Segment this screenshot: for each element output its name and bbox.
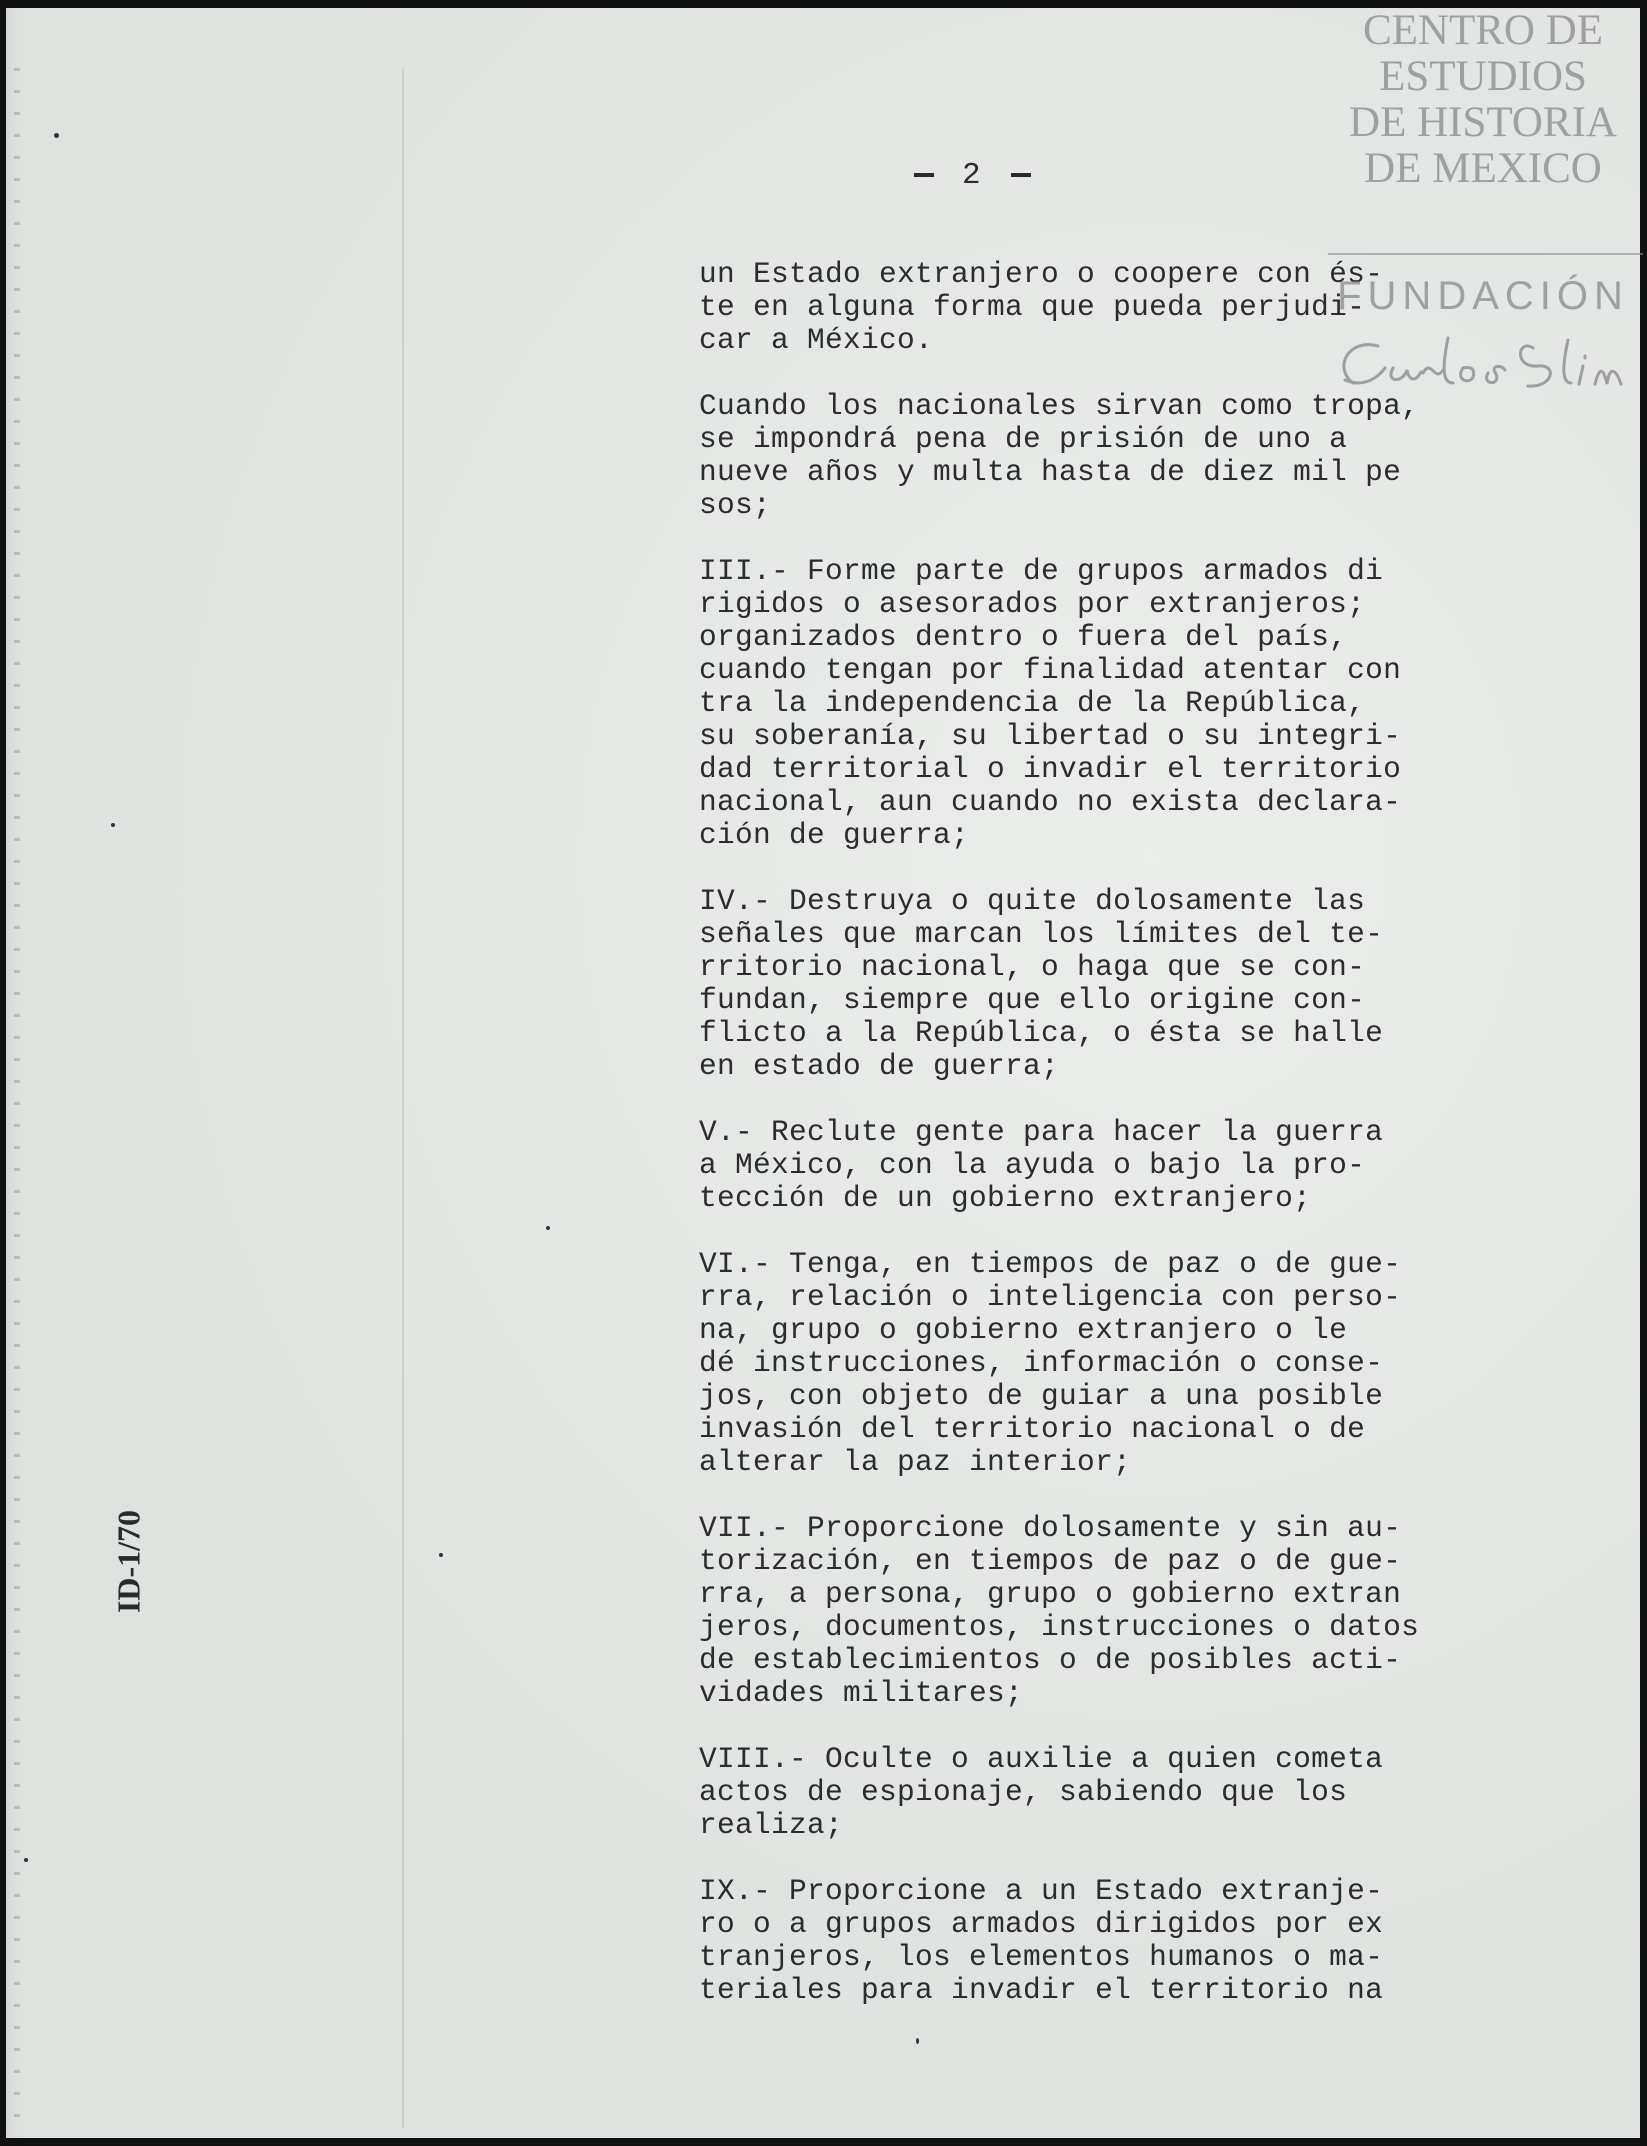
page-number-dash-left	[914, 173, 934, 177]
text-line: de establecimientos o de posibles acti-	[699, 1643, 1402, 1677]
text-line: VIII.- Oculte o auxilie a quien cometa	[699, 1742, 1384, 1776]
text-line: VII.- Proporcione dolosamente y sin au-	[699, 1511, 1402, 1545]
text-line: a México, con la ayuda o bajo la pro-	[699, 1148, 1366, 1182]
paragraph-item-iii	[699, 555, 1499, 852]
watermark-line: DE MEXICO	[1364, 145, 1602, 192]
text-line: rritorio nacional, o haga que se con-	[699, 950, 1366, 984]
text-line: Cuando los nacionales sirvan como tropa,	[699, 389, 1420, 423]
text-line: jeros, documentos, instrucciones o datos	[699, 1610, 1420, 1644]
binding-edge-marks	[14, 68, 20, 2128]
page-fold-line	[402, 68, 404, 2128]
text-line: se impondrá pena de prisión de uno a	[699, 422, 1348, 456]
text-line: su soberanía, su libertad o su integri-	[699, 719, 1402, 753]
paper-speck	[24, 1858, 28, 1862]
text-line: na, grupo o gobierno extranjero o le	[699, 1313, 1348, 1347]
text-line: rra, relación o inteligencia con perso-	[699, 1280, 1402, 1314]
page-number-value: 2	[962, 158, 983, 193]
text-line: rra, a persona, grupo o gobierno extran	[699, 1577, 1402, 1611]
text-line: sos;	[699, 488, 772, 522]
paragraph-item-ix	[699, 1875, 1499, 2007]
paragraph-item-iv	[699, 885, 1499, 1083]
archive-watermark	[1318, 8, 1647, 408]
text-line: tección de un gobierno extranjero;	[699, 1181, 1312, 1215]
page-number-dash-right	[1011, 173, 1031, 177]
text-line: cuando tengan por finalidad atentar con	[699, 653, 1402, 687]
text-line: rigidos o asesorados por extranjeros;	[699, 587, 1366, 621]
text-line: organizados dentro o fuera del país,	[699, 620, 1348, 654]
watermark-line: DE HISTORIA	[1349, 99, 1617, 146]
paragraph-item-vii	[699, 1512, 1499, 1710]
margin-archive-code	[106, 1488, 146, 1638]
text-line: torización, en tiempos de paz o de gue-	[699, 1544, 1402, 1578]
text-line: teriales para invadir el territorio na	[699, 1973, 1384, 2007]
text-line: en estado de guerra;	[699, 1049, 1060, 1083]
text-line: ro o a grupos armados dirigidos por ex	[699, 1907, 1384, 1941]
text-line: jos, con objeto de guiar a una posible	[699, 1379, 1384, 1413]
watermark-foundation: FUNDACIÓN	[1337, 274, 1629, 318]
text-line: te en alguna forma que pueda perjudi-	[699, 290, 1366, 324]
text-line: nacional, aun cuando no exista declara-	[699, 785, 1402, 819]
text-line: III.- Forme parte de grupos armados di	[699, 554, 1384, 588]
text-line: fundan, siempre que ello origine con-	[699, 983, 1366, 1017]
page-number	[886, 158, 1059, 193]
paper-speck	[54, 133, 59, 138]
text-line: IX.- Proporcione a un Estado extranje-	[699, 1874, 1384, 1908]
paper-speck	[111, 823, 115, 827]
text-line: invasión del territorio nacional o de	[699, 1412, 1366, 1446]
margin-archive-code-text: ID-1/70	[110, 1509, 147, 1614]
paragraph-troops-penalty	[699, 390, 1499, 522]
text-line: VI.- Tenga, en tiempos de paz o de gue-	[699, 1247, 1402, 1281]
text-line: un Estado extranjero o coopere con és-	[699, 257, 1384, 291]
text-line: vidades militares;	[699, 1676, 1024, 1710]
text-line: tra la independencia de la República,	[699, 686, 1366, 720]
text-line: V.- Reclute gente para hacer la guerra	[699, 1115, 1384, 1149]
text-line: actos de espionaje, sabiendo que los	[699, 1775, 1348, 1809]
typed-body-text	[699, 258, 1499, 2040]
watermark-line: CENTRO DE	[1362, 7, 1604, 54]
text-line: nueve años y multa hasta de diez mil pe	[699, 455, 1402, 489]
text-line: realiza;	[699, 1808, 844, 1842]
paragraph-item-viii	[699, 1743, 1499, 1842]
watermark-line: ESTUDIOS	[1379, 53, 1587, 100]
text-line: dé instrucciones, información o conse-	[699, 1346, 1384, 1380]
paragraph-item-vi	[699, 1248, 1499, 1479]
paper-speck	[546, 1226, 550, 1230]
text-line: IV.- Destruya o quite dolosamente las	[699, 884, 1366, 918]
text-line: ción de guerra;	[699, 818, 970, 852]
text-line: flicto a la República, o ésta se halle	[699, 1016, 1384, 1050]
signature-logo-icon	[1323, 328, 1647, 408]
text-line: señales que marcan los límites del te-	[699, 917, 1384, 951]
text-line: car a México.	[699, 323, 934, 357]
text-line: tranjeros, los elementos humanos o ma-	[699, 1940, 1384, 1974]
paragraph-item-v	[699, 1116, 1499, 1215]
watermark-rule	[1328, 253, 1643, 255]
text-line: alterar la paz interior;	[699, 1445, 1132, 1479]
text-line: dad territorial o invadir el territorio	[699, 752, 1402, 786]
paper-speck	[439, 1553, 443, 1557]
paper-speck	[916, 2038, 919, 2044]
